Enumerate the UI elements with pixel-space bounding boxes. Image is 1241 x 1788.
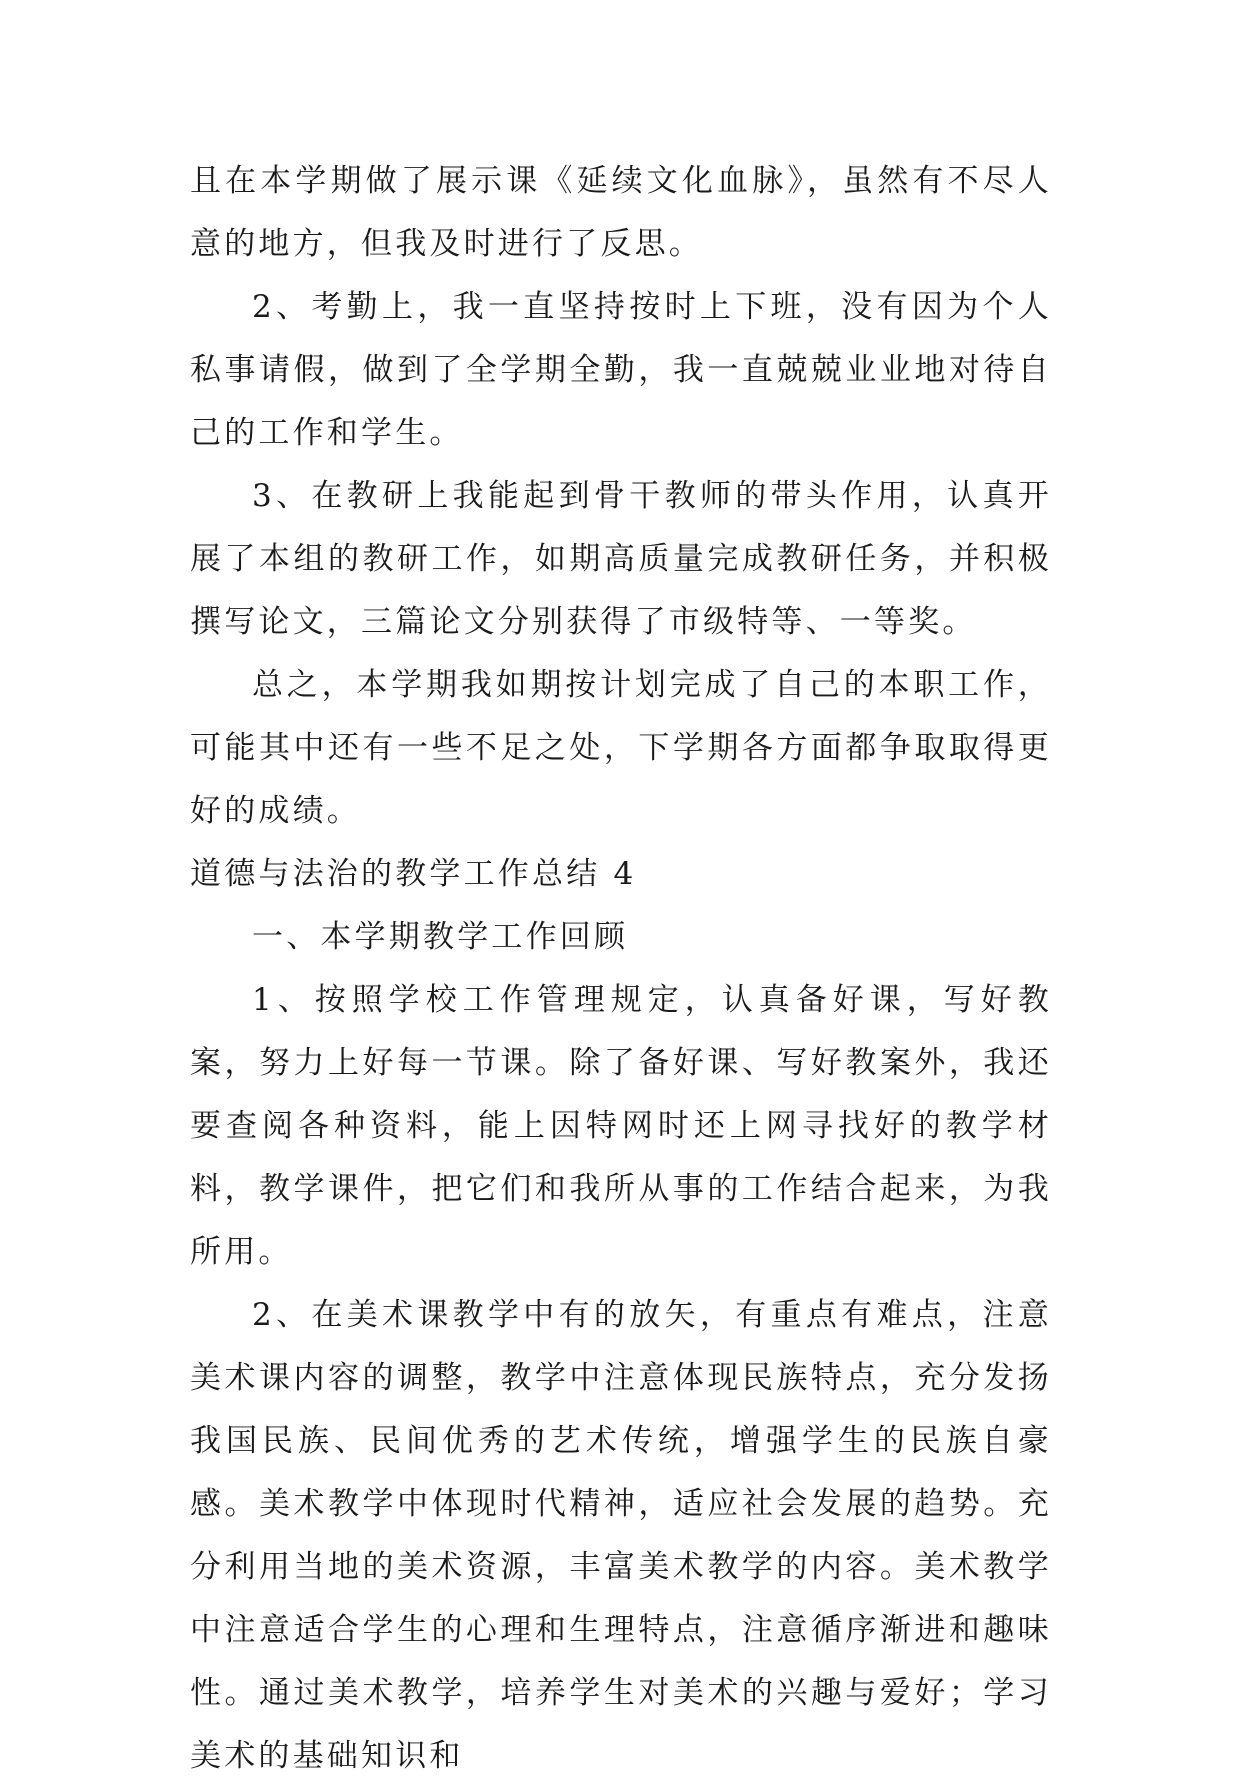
art-teaching-paragraph: 2、在美术课教学中有的放矢，有重点有难点，注意美术课内容的调整，教学中注意体现民族特点，充分发扬我国民族、民间优秀的艺术传统，增强学生的民族自豪感。美术教学中体现时代精神，适应社会发展的趋势。充分利用当地的美术资源，丰富美术教学的内容。美术教学中注意适合学生的心理和生理特点，注意循序渐进和趣味性。通过美术教学，培养学生对美术的兴趣与爱好；学习美术的基础知识和 (190, 1297, 1052, 1774)
continuation-paragraph: 且在本学期做了展示课《延续文化血脉》，虽然有不尽人意的地方，但我及时进行了反思。 (190, 163, 1052, 262)
teaching-research-paragraph: 3、在教研上我能起到骨干教师的带头作用，认真开展了本组的教研工作，如期高质量完成教研任务，并积极撰写论文，三篇论文分别获得了市级特等、一等奖。 (190, 478, 1052, 640)
lesson-preparation-paragraph: 1、按照学校工作管理规定，认真备好课，写好教案，努力上好每一节课。除了备好课、写好教案外，我还要查阅各种资料，能上因特网时还上网寻找好的教学材料，教学课件，把它们和我所从事的工作结合起来，为我所用。 (190, 982, 1052, 1270)
attendance-paragraph: 2、考勤上，我一直坚持按时上下班，没有因为个人私事请假，做到了全学期全勤，我一直兢兢业业地对待自己的工作和学生。 (190, 289, 1052, 451)
summary-paragraph: 总之，本学期我如期按计划完成了自己的本职工作，可能其中还有一些不足之处，下学期各方面都争取取得更好的成绩。 (190, 667, 1052, 829)
subsection-heading: 一、本学期教学工作回顾 (252, 919, 629, 955)
document-body (190, 150, 1052, 1788)
section-title: 道德与法治的教学工作总结 4 (190, 856, 637, 892)
